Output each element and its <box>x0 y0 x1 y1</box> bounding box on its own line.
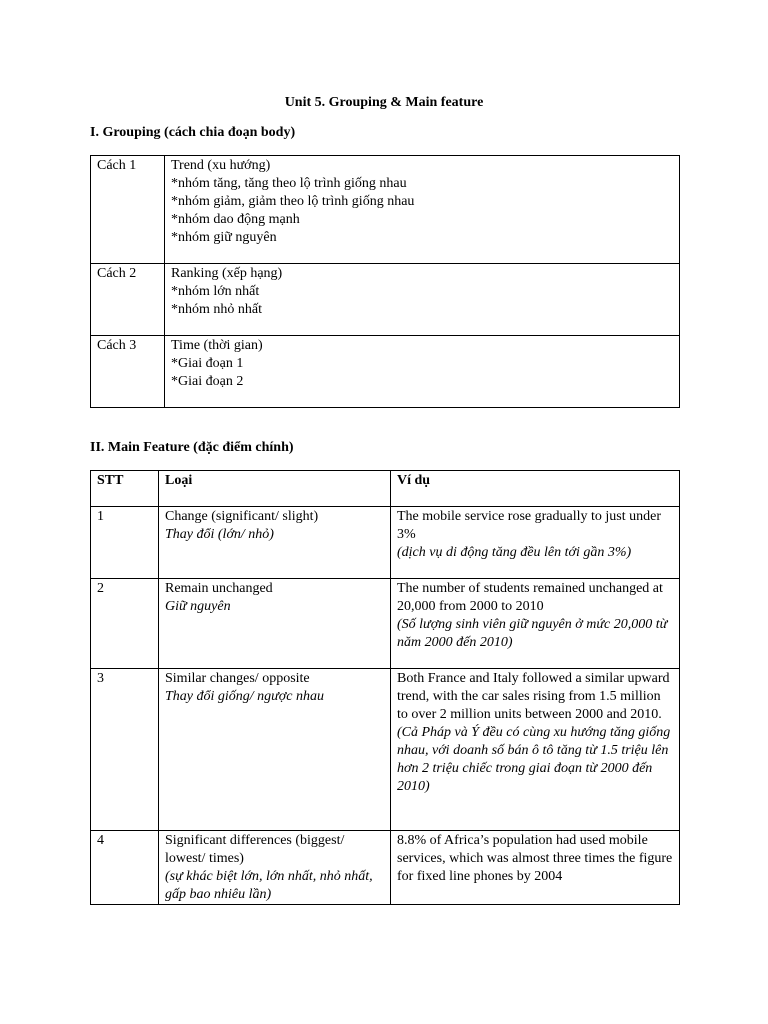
grouping-line: Time (thời gian) <box>171 338 263 353</box>
type-translation: (sự khác biệt lớn, lớn nhất, nhỏ nhất, gấp bao nhiêu lần) <box>165 869 373 902</box>
grouping-line: Ranking (xếp hạng) <box>171 266 283 281</box>
example-cell <box>391 669 680 831</box>
grouping-label-cell <box>91 264 165 336</box>
grouping-label: Cách 2 <box>97 266 137 281</box>
main-feature-table <box>90 470 680 905</box>
grouping-content-cell <box>165 156 680 264</box>
grouping-label-cell <box>91 156 165 264</box>
type-text: Similar changes/ opposite <box>165 671 310 686</box>
grouping-table <box>90 155 680 408</box>
stt-cell: 3 <box>91 669 159 831</box>
type-cell <box>159 669 391 831</box>
example-cell <box>391 507 680 579</box>
type-text: Change (significant/ slight) <box>165 509 319 524</box>
stt-cell: 2 <box>91 579 159 669</box>
table-row <box>91 507 680 579</box>
example-translation: (dịch vụ di động tăng đều lên tới gần 3%) <box>397 545 632 560</box>
grouping-line: *Giai đoạn 2 <box>171 374 244 389</box>
table-header-row <box>91 471 680 507</box>
page-title: Unit 5. Grouping & Main feature <box>284 95 484 110</box>
table-row <box>91 831 680 905</box>
type-translation: Thay đổi (lớn/ nhỏ) <box>165 527 274 542</box>
grouping-label: Cách 3 <box>97 338 137 353</box>
grouping-line: *nhóm giảm, giảm theo lộ trình giống nhau <box>171 194 415 209</box>
example-text: The mobile service rose gradually to just under 3% <box>397 509 661 542</box>
grouping-heading: I. Grouping (cách chia đoạn body) <box>90 125 296 140</box>
type-cell <box>159 579 391 669</box>
stt-cell: 4 <box>91 831 159 905</box>
grouping-row <box>91 264 680 336</box>
example-text: Both France and Italy followed a similar upward trend, with the car sales rising from 1.5 million to over 2 million units between 2000 and 2010. <box>397 671 670 722</box>
grouping-line: *nhóm lớn nhất <box>171 284 260 299</box>
example-translation: (Số lượng sinh viên giữ nguyên ở mức 20,000 từ năm 2000 đến 2010) <box>397 617 668 650</box>
type-cell <box>159 507 391 579</box>
grouping-line: *Giai đoạn 1 <box>171 356 244 371</box>
column-header-type: Loại <box>159 471 391 507</box>
stt-cell: 1 <box>91 507 159 579</box>
type-translation: Thay đổi giống/ ngược nhau <box>165 689 324 704</box>
type-translation: Giữ nguyên <box>165 599 231 614</box>
grouping-label: Cách 1 <box>97 158 137 173</box>
grouping-row <box>91 156 680 264</box>
grouping-content-cell <box>165 336 680 408</box>
example-cell <box>391 831 680 905</box>
example-translation: (Cả Pháp và Ý đều có cùng xu hướng tăng giống nhau, với doanh số bán ô tô tăng từ 1.5 triệu lên hơn 2 triệu chiếc trong giai đoạn từ 2000 đến 2010) <box>397 725 671 794</box>
type-cell <box>159 831 391 905</box>
type-text: Remain unchanged <box>165 581 273 596</box>
grouping-row <box>91 336 680 408</box>
example-text: 8.8% of Africa’s population had used mobile services, which was almost three times the figure for fixed line phones by 2004 <box>397 833 673 884</box>
column-header-stt: STT <box>91 471 159 507</box>
grouping-label-cell <box>91 336 165 408</box>
grouping-line: *nhóm nhỏ nhất <box>171 302 262 317</box>
grouping-line: *nhóm giữ nguyên <box>171 230 277 245</box>
example-text: The number of students remained unchanged at 20,000 from 2000 to 2010 <box>397 581 663 614</box>
grouping-line: Trend (xu hướng) <box>171 158 271 173</box>
grouping-content-cell <box>165 264 680 336</box>
type-text: Significant differences (biggest/ lowest/ times) <box>165 833 345 866</box>
grouping-line: *nhóm tăng, tăng theo lộ trình giống nhau <box>171 176 407 191</box>
table-row <box>91 579 680 669</box>
example-cell <box>391 579 680 669</box>
grouping-line: *nhóm dao động mạnh <box>171 212 300 227</box>
column-header-example: Ví dụ <box>391 471 680 507</box>
table-row <box>91 669 680 831</box>
main-feature-heading: II. Main Feature (đặc điểm chính) <box>90 440 294 455</box>
